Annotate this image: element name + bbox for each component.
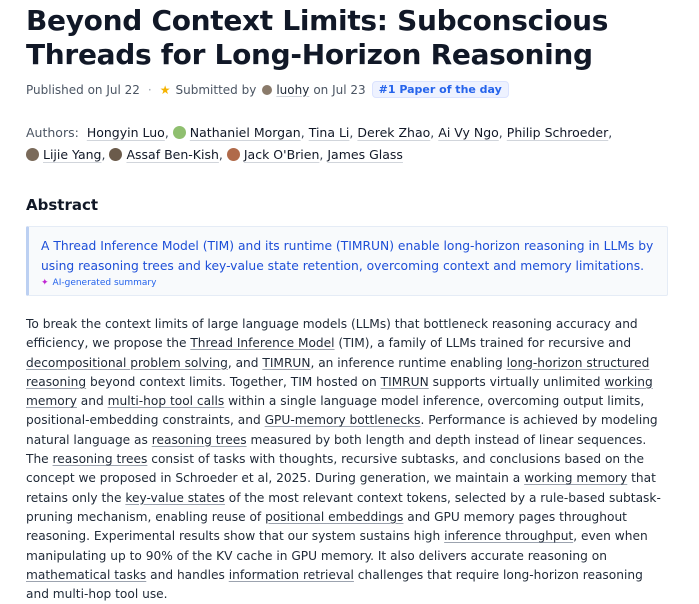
abstract-text-segment: beyond context limits. Together, TIM hosted on <box>86 374 381 389</box>
abstract-term-link[interactable]: long-horizon structured reasoning <box>26 355 650 389</box>
abstract-text <box>26 315 668 604</box>
abstract-text-segment: within a single language model inference, overcoming output limits, positional-embedding constraints, and <box>26 394 645 428</box>
author-separator: , <box>319 147 324 162</box>
published-date: Published on Jul 22 <box>26 82 140 97</box>
author-item[interactable] <box>327 144 403 166</box>
abstract-term-link[interactable]: decompositional problem solving <box>26 355 228 370</box>
ai-summary-label-text: AI-generated summary <box>52 278 157 288</box>
abstract-text-segment: of the most relevant context tokens, selected by a rule-based subtask-pruning mechanism, enabling reuse of <box>26 490 661 524</box>
abstract-term-link[interactable]: TIMRUN <box>262 355 311 370</box>
author-name[interactable]: Derek Zhao <box>357 125 431 140</box>
abstract-term-link[interactable]: inference throughput <box>444 529 574 544</box>
ai-summary-label <box>41 278 655 288</box>
author-name[interactable]: Assaf Ben-Kish <box>126 147 219 162</box>
author-item[interactable] <box>26 144 105 166</box>
author-name[interactable]: Jack O'Brien <box>243 147 320 162</box>
meta-separator: · <box>147 82 152 97</box>
star-icon: ★ <box>159 82 171 97</box>
author-separator: , <box>349 125 354 140</box>
abstract-text-segment: , an inference runtime enabling <box>310 355 507 370</box>
author-name[interactable]: Hongyin Luo <box>86 125 165 140</box>
author-name[interactable]: Tina Li <box>308 125 350 140</box>
abstract-term-link[interactable]: working memory <box>524 471 628 486</box>
abstract-text-segment: , and <box>227 355 263 370</box>
author-item[interactable] <box>87 122 169 144</box>
author-item[interactable] <box>109 144 222 166</box>
author-item[interactable] <box>173 122 305 144</box>
abstract-text-segment: and <box>76 394 108 409</box>
author-item[interactable] <box>309 122 354 144</box>
author-name[interactable]: Philip Schroeder <box>506 125 609 140</box>
author-item[interactable] <box>227 144 324 166</box>
abstract-term-link[interactable]: Thread Inference Model <box>190 336 335 351</box>
abstract-text-segment: consist of tasks with thoughts, recursive subtasks, and conclusions based on the concept we proposed in Schroeder et al, 2025. During generation, we maintain a <box>26 452 645 486</box>
abstract-text-segment: challenges that require long-horizon reasoning and multi-hop tool use. <box>26 567 643 602</box>
submitted-date: on Jul 23 <box>313 82 366 97</box>
author-separator: , <box>300 125 305 140</box>
abstract-heading: Abstract <box>26 196 99 214</box>
author-name[interactable]: James Glass <box>327 147 403 162</box>
sparkle-icon: ✦ <box>41 278 49 288</box>
author-separator: , <box>218 147 223 162</box>
author-separator: , <box>164 125 169 140</box>
abstract-term-link[interactable]: reasoning trees <box>151 432 247 447</box>
abstract-term-link[interactable]: positional embeddings <box>265 509 404 524</box>
author-separator: , <box>498 125 503 140</box>
author-name[interactable]: Lijie Yang <box>43 147 102 162</box>
abstract-term-link[interactable]: TIMRUN <box>380 374 429 389</box>
abstract-text-segment: measured by both length and depth instead of linear sequences. The <box>26 432 647 467</box>
submitter-avatar <box>262 85 272 95</box>
author-avatar <box>173 126 186 139</box>
abstract-term-link[interactable]: GPU-memory bottlenecks <box>264 413 421 428</box>
author-separator: , <box>430 125 435 140</box>
abstract-text-segment: To break the context limits of large language models (LLMs) that bottleneck reasoning accuracy and efficiency, we propose the <box>26 317 638 351</box>
abstract-text-segment: (TIM), a family of LLMs trained for recursive and <box>334 336 632 351</box>
abstract-text-segment: supports virtually unlimited <box>428 374 605 389</box>
author-item[interactable] <box>507 122 612 144</box>
abstract-text-segment: and GPU memory pages throughout reasoning. Experimental results show that our system sustains high <box>26 509 627 544</box>
abstract-text-segment: , even when manipulating up to 90% of the KV cache in GPU memory. It also delivers accurate reasoning on <box>26 529 648 563</box>
author-item[interactable] <box>438 122 503 144</box>
ai-summary-text: A Thread Inference Model (TIM) and its runtime (TIMRUN) enable long-horizon reasoning in LLMs by using reasoning trees and key-value state retention, overcoming context and memory limitations. <box>41 239 654 273</box>
paper-of-the-day-badge[interactable]: #1 Paper of the day <box>372 81 509 98</box>
abstract-term-link[interactable]: working memory <box>26 374 653 409</box>
abstract-text-segment: and handles <box>146 567 229 582</box>
submitted-by-label: Submitted by <box>175 82 257 97</box>
abstract-text-segment: that retains only the <box>26 471 656 505</box>
author-separator: , <box>101 147 106 162</box>
submitter-link[interactable]: luohy <box>276 82 310 97</box>
abstract-term-link[interactable]: key-value states <box>125 490 225 505</box>
authors-list <box>26 122 668 166</box>
author-item[interactable] <box>357 122 434 144</box>
page-title: Beyond Context Limits: Subconscious Threads for Long-Horizon Reasoning <box>26 4 609 71</box>
paper-page <box>26 0 668 604</box>
abstract-text-segment: . Performance is achieved by modeling natural language as <box>26 413 658 447</box>
abstract-term-link[interactable]: multi-hop tool calls <box>107 394 225 409</box>
ai-summary-box <box>26 226 668 296</box>
abstract-term-link[interactable]: information retrieval <box>228 567 354 582</box>
author-name[interactable]: Ai Vy Ngo <box>438 125 499 140</box>
abstract-term-link[interactable]: mathematical tasks <box>26 567 147 582</box>
author-name[interactable]: Nathaniel Morgan <box>189 125 301 140</box>
authors-label: Authors: <box>26 125 79 140</box>
author-avatar <box>26 148 39 161</box>
author-avatar <box>109 148 122 161</box>
abstract-term-link[interactable]: reasoning trees <box>52 452 148 467</box>
paper-meta <box>26 81 668 98</box>
author-avatar <box>227 148 240 161</box>
author-separator: , <box>608 125 613 140</box>
